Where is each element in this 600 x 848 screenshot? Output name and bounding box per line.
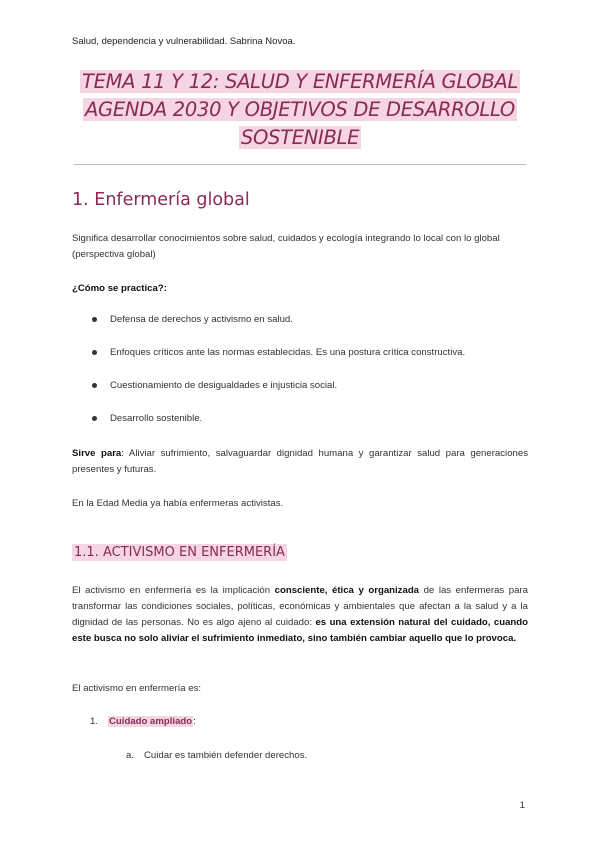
bullet-dot — [92, 416, 97, 421]
title-line-3: SOSTENIBLE — [240, 126, 360, 149]
ordered-marker: 1. — [90, 716, 99, 727]
running-header: Salud, dependencia y vulnerabilidad. Sabrina Novoa. — [72, 36, 296, 47]
bullet-text: Enfoques críticos ante las normas establecidas. Es una postura crítica constructiva. — [110, 347, 466, 358]
activism-intro: El activismo en enfermería es: — [72, 683, 202, 694]
ordered-item-1 — [90, 714, 196, 730]
bullet-item — [90, 411, 510, 444]
subsection-heading-text: 1.1. ACTIVISMO EN ENFERMERÍA — [74, 545, 285, 560]
bullet-text: Defensa de derechos y activismo en salud. — [110, 314, 293, 325]
page-number: 1 — [519, 800, 525, 811]
bullet-dot — [92, 350, 97, 355]
subsection-heading-activismo — [72, 545, 287, 560]
sub-item-a — [126, 748, 307, 764]
activism-paragraph — [72, 583, 528, 647]
bullet-dot — [92, 383, 97, 388]
definition-paragraph: Significa desarrollar conocimientos sobre salud, cuidados y ecología integrando lo local con lo global (perspectiva global) — [72, 233, 500, 260]
sub-marker: a. — [126, 750, 135, 761]
section-heading-enfermeria-global: 1. Enfermería global — [72, 190, 250, 210]
bullet-item — [90, 345, 510, 378]
middle-ages-paragraph: En la Edad Media ya había enfermeras activistas. — [72, 498, 284, 509]
activism-text-2: de las enfermeras para transformar las condiciones sociales, políticas, económicas y ambientales que afectan a la salud y a la dignidad de las personas. No es algo ajeno al cuidado: — [72, 585, 528, 628]
activism-bold-2: es una extensión natural del cuidado, cuando este busca no solo aliviar el sufrimiento inmediato, sino también cambiar aquello que lo provoca. — [72, 617, 529, 644]
practice-bullet-list — [90, 312, 510, 444]
activism-bold-1: consciente, ética y organizada — [274, 585, 420, 596]
ordered-colon: : — [193, 716, 196, 727]
bullet-text: Desarrollo sostenible. — [110, 413, 203, 424]
title-divider — [74, 164, 526, 165]
bullet-text: Cuestionamiento de desigualdades e injusticia social. — [110, 380, 338, 391]
title-line-1: TEMA 11 Y 12: SALUD Y ENFERMERÍA GLOBAL — [81, 70, 519, 93]
practice-question: ¿Cómo se practica?: — [72, 283, 167, 294]
bullet-item — [90, 312, 510, 345]
purpose-label: Sirve para — [72, 448, 122, 459]
title-line-2: AGENDA 2030 Y OBJETIVOS DE DESARROLLO — [85, 98, 515, 121]
bullet-dot — [92, 317, 97, 322]
document-title — [60, 68, 540, 152]
sub-item-text: Cuidar es también defender derechos. — [144, 750, 308, 761]
purpose-paragraph — [72, 446, 528, 478]
activism-text-1: El activismo en enfermería es la implicación — [72, 585, 275, 596]
bullet-item — [90, 378, 510, 411]
purpose-text: : Aliviar sufrimiento, salvaguardar dignidad humana y garantizar salud para generaciones presentes y futuras. — [72, 448, 528, 475]
cuidado-ampliado-label: Cuidado ampliado — [109, 716, 193, 727]
